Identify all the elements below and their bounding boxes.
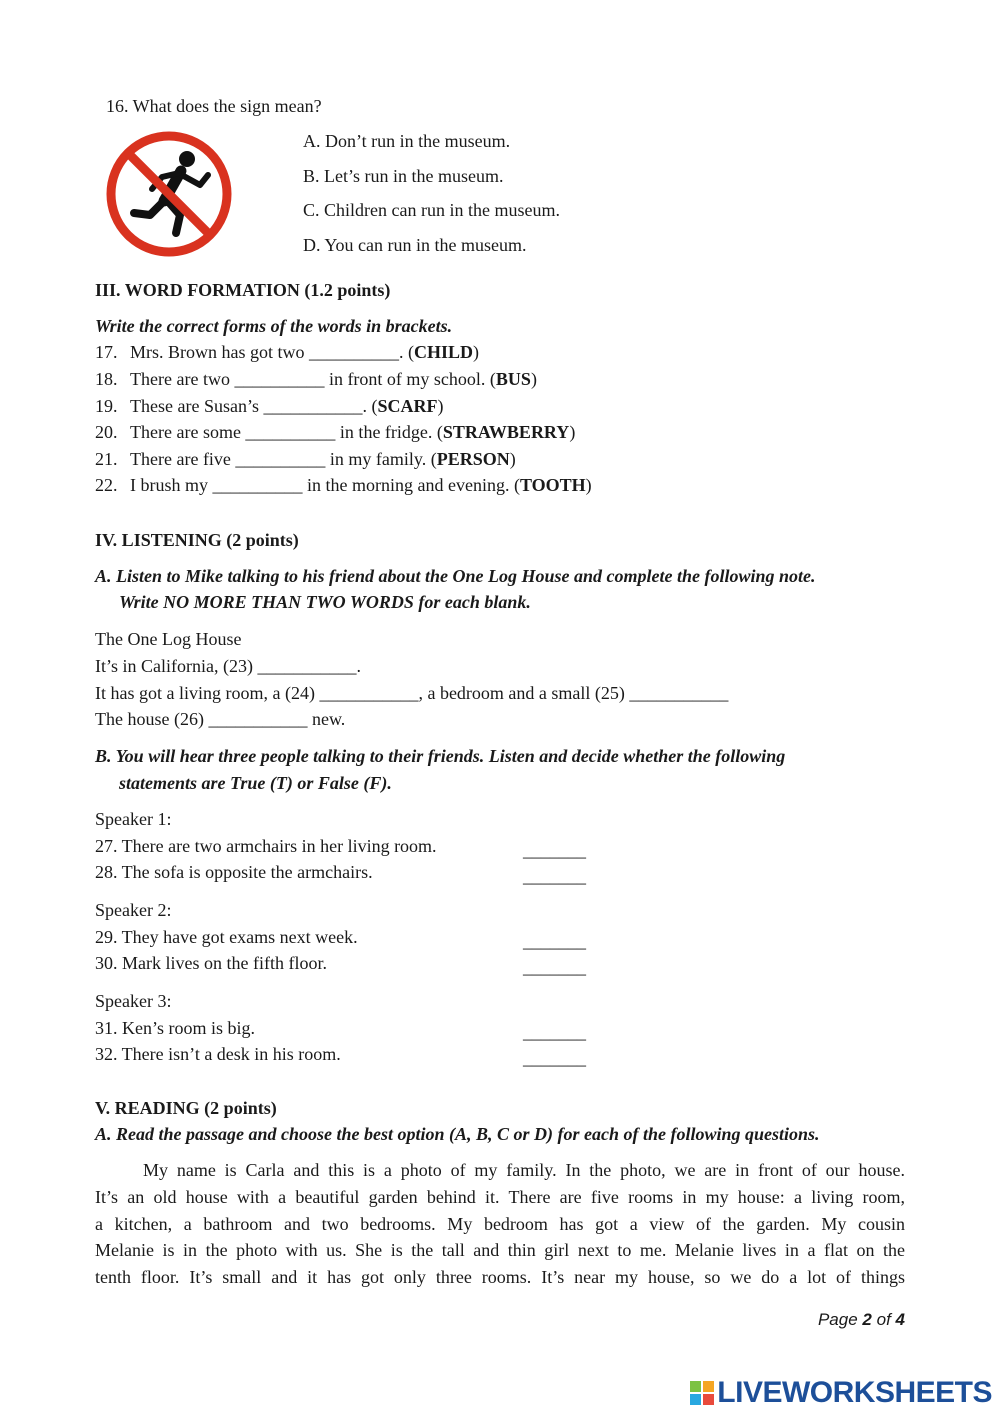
listening-part-a-line-1: A. Listen to Mike talking to his friend about the One Log House and complete the following note. bbox=[95, 566, 816, 586]
statement-32: 32. There isn’t a desk in his room. bbox=[95, 1044, 341, 1064]
q16-option-c: C. Children can run in the museum. bbox=[303, 200, 560, 220]
passage-line-4: Melanie is in the photo with us. She is the tall and thin girl next to me. Melanie lives in a flat on the bbox=[95, 1240, 905, 1260]
word-formation-item-20: 20. There are some __________ in the fridge. (STRAWBERRY) bbox=[95, 422, 576, 442]
section-4-title: IV. LISTENING (2 points) bbox=[95, 530, 299, 550]
passage-line-2: It’s an old house with a beautiful garden behind it. There are five rooms in my house: a living room, bbox=[95, 1187, 905, 1207]
page-number: Page 2 of 4 bbox=[817, 1310, 905, 1329]
statement-28: 28. The sofa is opposite the armchairs. bbox=[95, 862, 373, 882]
section-5-title: V. READING (2 points) bbox=[95, 1098, 277, 1118]
word-formation-item-22: 22. I brush my __________ in the morning and evening. (TOOTH) bbox=[95, 475, 592, 495]
answer-blank-29[interactable]: _______ bbox=[523, 931, 586, 951]
word-formation-item-19: 19. These are Susan’s ___________. (SCARF) bbox=[95, 396, 444, 416]
passage-line-1: My name is Carla and this is a photo of my family. In the photo, we are in front of our house. bbox=[143, 1160, 905, 1180]
q16-option-a: A. Don’t run in the museum. bbox=[303, 131, 511, 151]
brand-name: LIVEWORKSHEETS bbox=[717, 1376, 992, 1409]
question-16: 16. What does the sign mean? bbox=[106, 96, 322, 116]
note-line-3: It has got a living room, a (24) ___________, a bedroom and a small (25) ___________ bbox=[95, 683, 729, 703]
word-formation-item-17: 17. Mrs. Brown has got two __________. (CHILD) bbox=[95, 342, 480, 362]
passage-line-5: tenth floor. It’s small and it has got only three rooms. It’s near my house, so we do a lot of things bbox=[95, 1267, 905, 1287]
statement-29: 29. They have got exams next week. bbox=[95, 927, 358, 947]
reading-instruction: A. Read the passage and choose the best option (A, B, C or D) for each of the following questions. bbox=[95, 1124, 820, 1144]
listening-part-a-line-2: Write NO MORE THAN TWO WORDS for each blank. bbox=[119, 592, 531, 612]
answer-blank-27[interactable]: _______ bbox=[523, 840, 586, 860]
note-line-4: The house (26) ___________ new. bbox=[95, 709, 346, 729]
section-3-title: III. WORD FORMATION (1.2 points) bbox=[95, 280, 391, 300]
statement-27: 27. There are two armchairs in her living room. bbox=[95, 836, 437, 856]
answer-blank-31[interactable]: _______ bbox=[523, 1022, 586, 1042]
liveworksheets-logo bbox=[689, 1376, 992, 1410]
statement-30: 30. Mark lives on the fifth floor. bbox=[95, 953, 327, 973]
answer-blank-32[interactable]: _______ bbox=[523, 1048, 586, 1068]
liveworksheets-grid-icon bbox=[689, 1380, 715, 1406]
no-running-sign-icon bbox=[104, 129, 234, 259]
passage-line-3: a kitchen, a bathroom and two bedrooms. My bedroom has got a view of the garden. My cousin bbox=[95, 1214, 905, 1234]
section-3-instruction: Write the correct forms of the words in brackets. bbox=[95, 316, 453, 336]
answer-blank-28[interactable]: _______ bbox=[523, 866, 586, 886]
answer-blank-30[interactable]: _______ bbox=[523, 957, 586, 977]
note-line-2: It’s in California, (23) ___________. bbox=[95, 656, 361, 676]
q16-option-b: B. Let’s run in the museum. bbox=[303, 166, 504, 186]
speaker-2-label: Speaker 2: bbox=[95, 900, 172, 920]
listening-part-b-line-2: statements are True (T) or False (F). bbox=[119, 773, 392, 793]
statement-31: 31. Ken’s room is big. bbox=[95, 1018, 255, 1038]
word-formation-item-18: 18. There are two __________ in front of my school. (BUS) bbox=[95, 369, 537, 389]
speaker-3-label: Speaker 3: bbox=[95, 991, 172, 1011]
q16-option-d: D. You can run in the museum. bbox=[303, 235, 527, 255]
note-line-1: The One Log House bbox=[95, 629, 242, 649]
word-formation-item-21: 21. There are five __________ in my family. (PERSON) bbox=[95, 449, 516, 469]
speaker-1-label: Speaker 1: bbox=[95, 809, 172, 829]
listening-part-b-line-1: B. You will hear three people talking to their friends. Listen and decide whether the following bbox=[95, 746, 786, 766]
